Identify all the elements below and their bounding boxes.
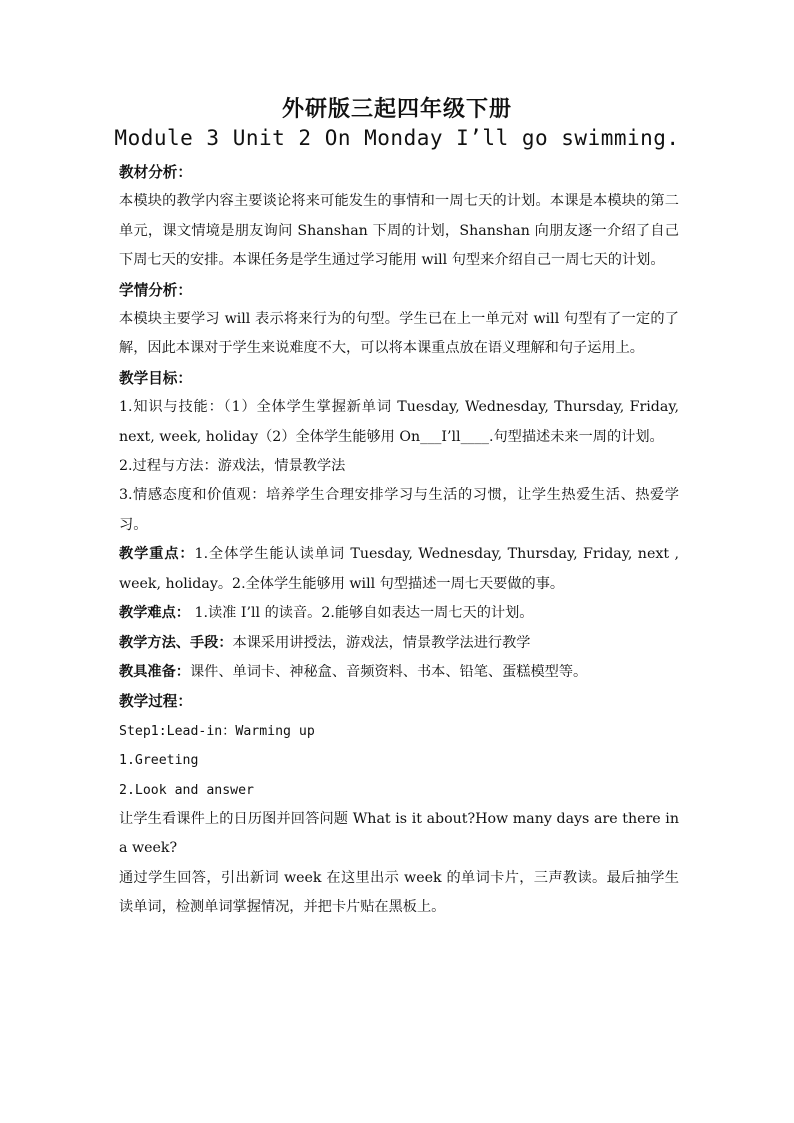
teaching-goals-heading: 教学目标： [119, 369, 192, 387]
key-points-text: 1.全体学生能认读单词 Tuesday, Wednesday, Thursday, Friday, next , week, holiday。2.全体学生能够用 will 句型描述一周七天要做的事。 [119, 546, 679, 592]
goal-process-methods: 2.过程与方法：游戏法，情景教学法 [119, 458, 346, 475]
goal-attitudes-values: 3.情感态度和价值观：培养学生合理安排学习与生活的习惯，让学生热爱生活、热爱学习。 [119, 487, 679, 533]
teaching-methods [119, 629, 679, 658]
teaching-key-points [119, 540, 679, 599]
key-points-label: 教学重点： [119, 546, 195, 563]
methods-label: 教学方法、手段： [119, 634, 233, 651]
difficulties-label: 教学难点： [119, 605, 190, 622]
methods-text: 本课采用讲授法，游戏法，情景教学法进行教学 [232, 634, 531, 651]
textbook-analysis-heading: 教材分析： [119, 164, 192, 181]
textbook-analysis-text: 本模块的教学内容主要谈论将来可能发生的事情和一周七天的计划。本课是本模块的第二单元，课文情境是朋友询问 Shanshan 下周的计划，Shanshan 向朋友逐一介绍了自己下周七天的安排。本课任务是学生通过学习能用 will 句型来介绍自己一周七天的计划。 [119, 193, 679, 269]
step1-item-greeting: 1.Greeting [119, 753, 199, 769]
step1-item-look-answer: 2.Look and answer [119, 782, 254, 798]
learner-analysis-text: 本模块主要学习 will 表示将来行为的句型。学生已在上一单元对 will 句型有了一定的了解，因此本课对于学生来说难度不大，可以将本课重点放在语义理解和句子运用上。 [119, 311, 679, 357]
step1-heading: Step1:Lead-in：Warming up [119, 723, 315, 739]
aids-label: 教具准备： [119, 663, 190, 680]
teaching-difficulties [119, 599, 679, 628]
goal-knowledge-skills: 1.知识与技能：（1）全体学生掌握新单词 Tuesday, Wednesday, Thursday, Friday, next, week, holiday（2）全体学生能够用 On___I’ll____.句型描述未来一周的计划。 [119, 399, 679, 445]
document-subtitle: Module 3 Unit 2 On Monday I’ll go swimming. [114, 126, 680, 150]
document-body [119, 158, 679, 923]
document-title: 外研版三起四年级下册 [281, 97, 512, 122]
teaching-aids [119, 658, 679, 687]
difficulties-text: 1.读准 I’ll 的读音。2.能够自如表达一周七天的计划。 [189, 605, 534, 622]
new-word-instruction: 通过学生回答，引出新词 week 在这里出示 week 的单词卡片，三声教读。最后抽学生读单词，检测单词掌握情况，并把卡片贴在黑板上。 [119, 869, 679, 916]
teaching-process-heading: 教学过程： [119, 693, 192, 711]
aids-text: 课件、单词卡、神秘盒、音频资料、书本、铅笔、蛋糕模型等。 [189, 663, 588, 680]
look-answer-instruction: 让学生看课件上的日历图并回答问题 What is it about?How many days are there in a week? [119, 810, 679, 857]
learner-analysis-heading: 学情分析： [119, 281, 192, 299]
